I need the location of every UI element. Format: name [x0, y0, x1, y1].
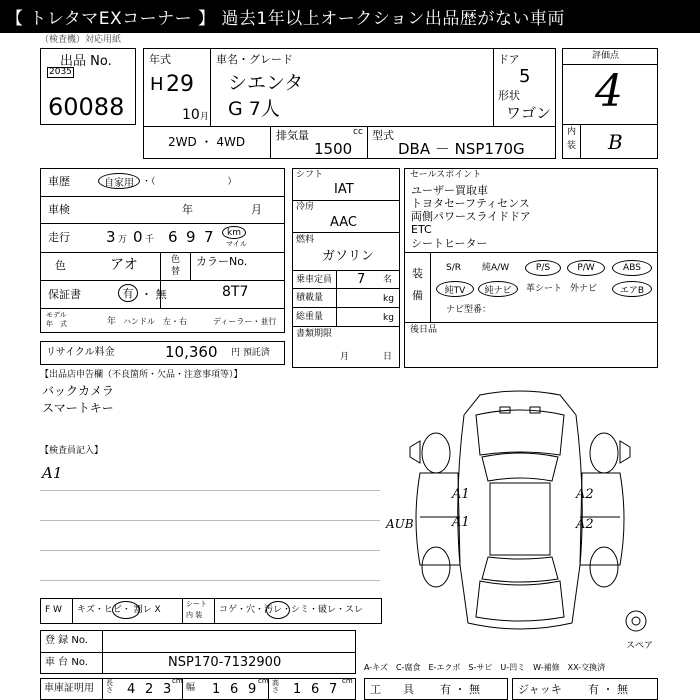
- equip-pw: P/W: [567, 260, 605, 276]
- capacity-unit: 名: [383, 275, 393, 285]
- equip-leather: 革シート: [526, 284, 563, 294]
- width-d1: 1: [212, 682, 221, 697]
- year-month-unit: 月: [200, 112, 210, 122]
- recycle-value: 10,360: [165, 343, 218, 361]
- inspection-year-unit: 年: [182, 203, 193, 216]
- doors-value: 5: [519, 66, 531, 87]
- length-d3: 3: [163, 682, 172, 697]
- height-d1: 1: [293, 682, 302, 697]
- later-date-label: 後日品: [410, 325, 438, 335]
- diagram-mark-4: A2: [576, 517, 594, 532]
- history-rest: ・（ ）: [142, 177, 237, 187]
- shape-value: ワゴン: [506, 104, 552, 122]
- length-d2: 2: [145, 682, 154, 697]
- color-value: アオ: [110, 257, 138, 273]
- equip-aw: 純A/W: [482, 263, 510, 273]
- height-d3: 7: [329, 682, 338, 697]
- displacement-unit: cc: [353, 127, 363, 137]
- navi-model: ナビ型番：: [446, 305, 492, 315]
- declaration-line-1: バックカメラ: [42, 384, 115, 398]
- aircon-value: AAC: [330, 215, 357, 230]
- model-year-label-bottom: 年 式: [46, 320, 67, 328]
- width-label: 幅: [186, 683, 196, 693]
- type-value: DBA － NSP170G: [398, 140, 525, 158]
- lot-stamp: 2035: [49, 67, 72, 77]
- chassis-value: NSP170-7132900: [168, 655, 282, 670]
- displacement-value: 1500: [314, 140, 353, 158]
- color-change-bottom: 替: [171, 267, 181, 277]
- type-label: 型式: [372, 129, 394, 142]
- handle-side: ハンドル 左・右: [123, 317, 187, 326]
- doors-label: ドア: [498, 53, 520, 66]
- sales-point-1: ユーザー買取車: [411, 184, 488, 197]
- mileage-d2: 6: [168, 228, 178, 246]
- diagram-side-note: AUB: [386, 517, 414, 531]
- fw-items: キズ・ヒビ・ 割レ X: [77, 605, 161, 615]
- mileage-unit-mile: マイル: [226, 240, 247, 248]
- shift-value: IAT: [334, 182, 354, 197]
- color-label: 色: [55, 259, 66, 272]
- certificate-label: 車庫証明用: [44, 683, 94, 694]
- fuel-value: ガソリン: [322, 249, 375, 264]
- history-circled: 自家用: [98, 173, 140, 189]
- diagram-mark-3: A1: [452, 515, 470, 530]
- mileage-d1: 0: [133, 228, 143, 246]
- equip-tv: 純TV: [436, 281, 474, 297]
- color-no-value: 8T7: [222, 284, 249, 300]
- docs-due-label: 書類期限: [296, 329, 333, 339]
- fw-label: F W: [45, 605, 62, 615]
- sales-point-2: トヨタセーフティセンス: [411, 197, 530, 210]
- inspection-month-unit: 月: [251, 203, 262, 216]
- damage-legend: A-キズ C-腐食 E-エクボ S-サビ U-凹ミ W-補修 XX-交換済: [364, 663, 606, 672]
- equip-ext-navi: 外ナビ: [570, 284, 598, 294]
- equip-airbag: エアB: [612, 281, 652, 297]
- sales-point-4: ETC: [411, 223, 432, 236]
- width-d2: 6: [230, 682, 239, 697]
- capacity-label: 乗車定員: [296, 275, 333, 285]
- docs-due-month: 月: [340, 352, 350, 362]
- width-unit: cm: [258, 677, 269, 685]
- inspector-note: A1: [42, 464, 63, 482]
- mileage-label: 走行: [48, 231, 70, 244]
- equip-ps: P/S: [525, 260, 561, 276]
- mileage-man-unit: 万: [118, 235, 128, 245]
- recycle-label: リサイクル料金: [46, 347, 115, 358]
- declaration-label: 【出品店申告欄（不良箇所・欠品・注意事項等）】: [40, 370, 243, 380]
- inspector-label: 【検査員記入】: [40, 446, 104, 456]
- aircon-label: 冷房: [296, 202, 315, 212]
- grade-name: G 7人: [228, 98, 280, 120]
- spare-label: スペア: [626, 641, 654, 651]
- recycle-unit: 円 預託済: [231, 348, 270, 358]
- height-d2: 6: [311, 682, 320, 697]
- weight-label: 総重量: [296, 312, 324, 322]
- warranty-label: 保証書: [48, 288, 81, 301]
- mileage-unit-km: km: [222, 226, 246, 239]
- shift-label: シフト: [296, 170, 324, 180]
- interior-label-bottom: 装: [567, 141, 577, 151]
- load-label: 積載量: [296, 293, 324, 303]
- mileage-man: 3: [106, 228, 116, 246]
- score-label: 評価点: [592, 51, 620, 61]
- weight-unit: kg: [383, 313, 394, 323]
- mileage-d3: 9: [186, 228, 196, 246]
- diagram-mark-1: A1: [452, 487, 470, 502]
- diagram-mark-2: A2: [576, 487, 594, 502]
- banner-title: 【 トレタマEXコーナー 】 過去1年以上オークション出品歴がない車両: [0, 0, 700, 33]
- width-d3: 9: [248, 682, 257, 697]
- registration-label: 登 録 No.: [45, 635, 88, 646]
- drive-value: 2WD ・ 4WD: [168, 135, 246, 149]
- fw-circle: [112, 601, 140, 619]
- docs-due-day: 日: [383, 352, 393, 362]
- tools-value: 有 ・ 無: [440, 683, 480, 696]
- equip-sr: S/R: [446, 263, 461, 273]
- car-diagram: [380, 385, 662, 647]
- inspection-label: 車検: [48, 203, 70, 216]
- interior-label-top: 内: [567, 127, 577, 137]
- year-month: 10: [182, 107, 200, 123]
- year-era: H: [150, 74, 164, 95]
- color-no-label: カラーNo.: [196, 255, 248, 268]
- model-name: シエンタ: [228, 72, 304, 94]
- equipment-label-a: 装: [412, 267, 423, 280]
- jack-label: ジャッキ: [518, 683, 562, 696]
- score-value: 4: [595, 66, 623, 117]
- chassis-label: 車 台 No.: [45, 657, 88, 668]
- dealer-parallel: ディーラー・並行: [213, 317, 277, 326]
- model-year-unit: 年: [107, 317, 117, 327]
- name-label: 車名・グレード: [216, 53, 293, 66]
- height-label: 高さ: [272, 679, 279, 694]
- warranty-rest: ・ 無: [141, 288, 167, 301]
- fuel-label: 燃料: [296, 235, 315, 245]
- seat-label-top: シート: [186, 600, 207, 608]
- seat-label-bottom: 内 装: [186, 611, 203, 619]
- declaration-line-2: スマートキー: [42, 401, 114, 415]
- color-change-top: 色: [171, 255, 181, 265]
- jack-value: 有 ・ 無: [588, 683, 628, 696]
- interior-value: B: [608, 130, 623, 154]
- year-value: 29: [166, 72, 194, 97]
- model-year-label-top: モデル: [46, 311, 67, 319]
- lot-number: 60088: [48, 93, 125, 121]
- load-unit: kg: [383, 294, 394, 304]
- sales-points-label: セールスポイント: [410, 170, 482, 180]
- equipment-label-b: 備: [412, 289, 423, 302]
- height-unit: cm: [342, 677, 353, 685]
- capacity-value: 7: [357, 272, 366, 287]
- shape-label: 形状: [498, 89, 520, 102]
- equip-abs: ABS: [612, 260, 652, 276]
- year-label: 年式: [149, 53, 171, 66]
- length-label: 長さ: [106, 679, 113, 694]
- seat-items: コゲ・穴・汚レ・シミ・破レ・スレ: [219, 605, 364, 615]
- length-d1: 4: [127, 682, 136, 697]
- mileage-sen-unit: 千: [145, 235, 155, 245]
- mileage-d4: 7: [204, 228, 214, 246]
- sales-point-3: 両側パワースライドドア: [411, 210, 531, 223]
- seat-circle: [266, 601, 290, 619]
- length-unit: cm: [172, 677, 183, 685]
- partial-note: （検査機）対応用紙: [40, 35, 122, 45]
- tools-label: 工 具: [370, 683, 414, 696]
- lot-label: 出品 No.: [60, 54, 112, 69]
- displacement-label: 排気量: [276, 129, 309, 142]
- sales-point-5: シートヒーター: [411, 237, 488, 250]
- history-label: 車歴: [48, 175, 70, 188]
- equip-navi: 純ナビ: [478, 281, 518, 297]
- warranty-circled: 有: [118, 284, 138, 302]
